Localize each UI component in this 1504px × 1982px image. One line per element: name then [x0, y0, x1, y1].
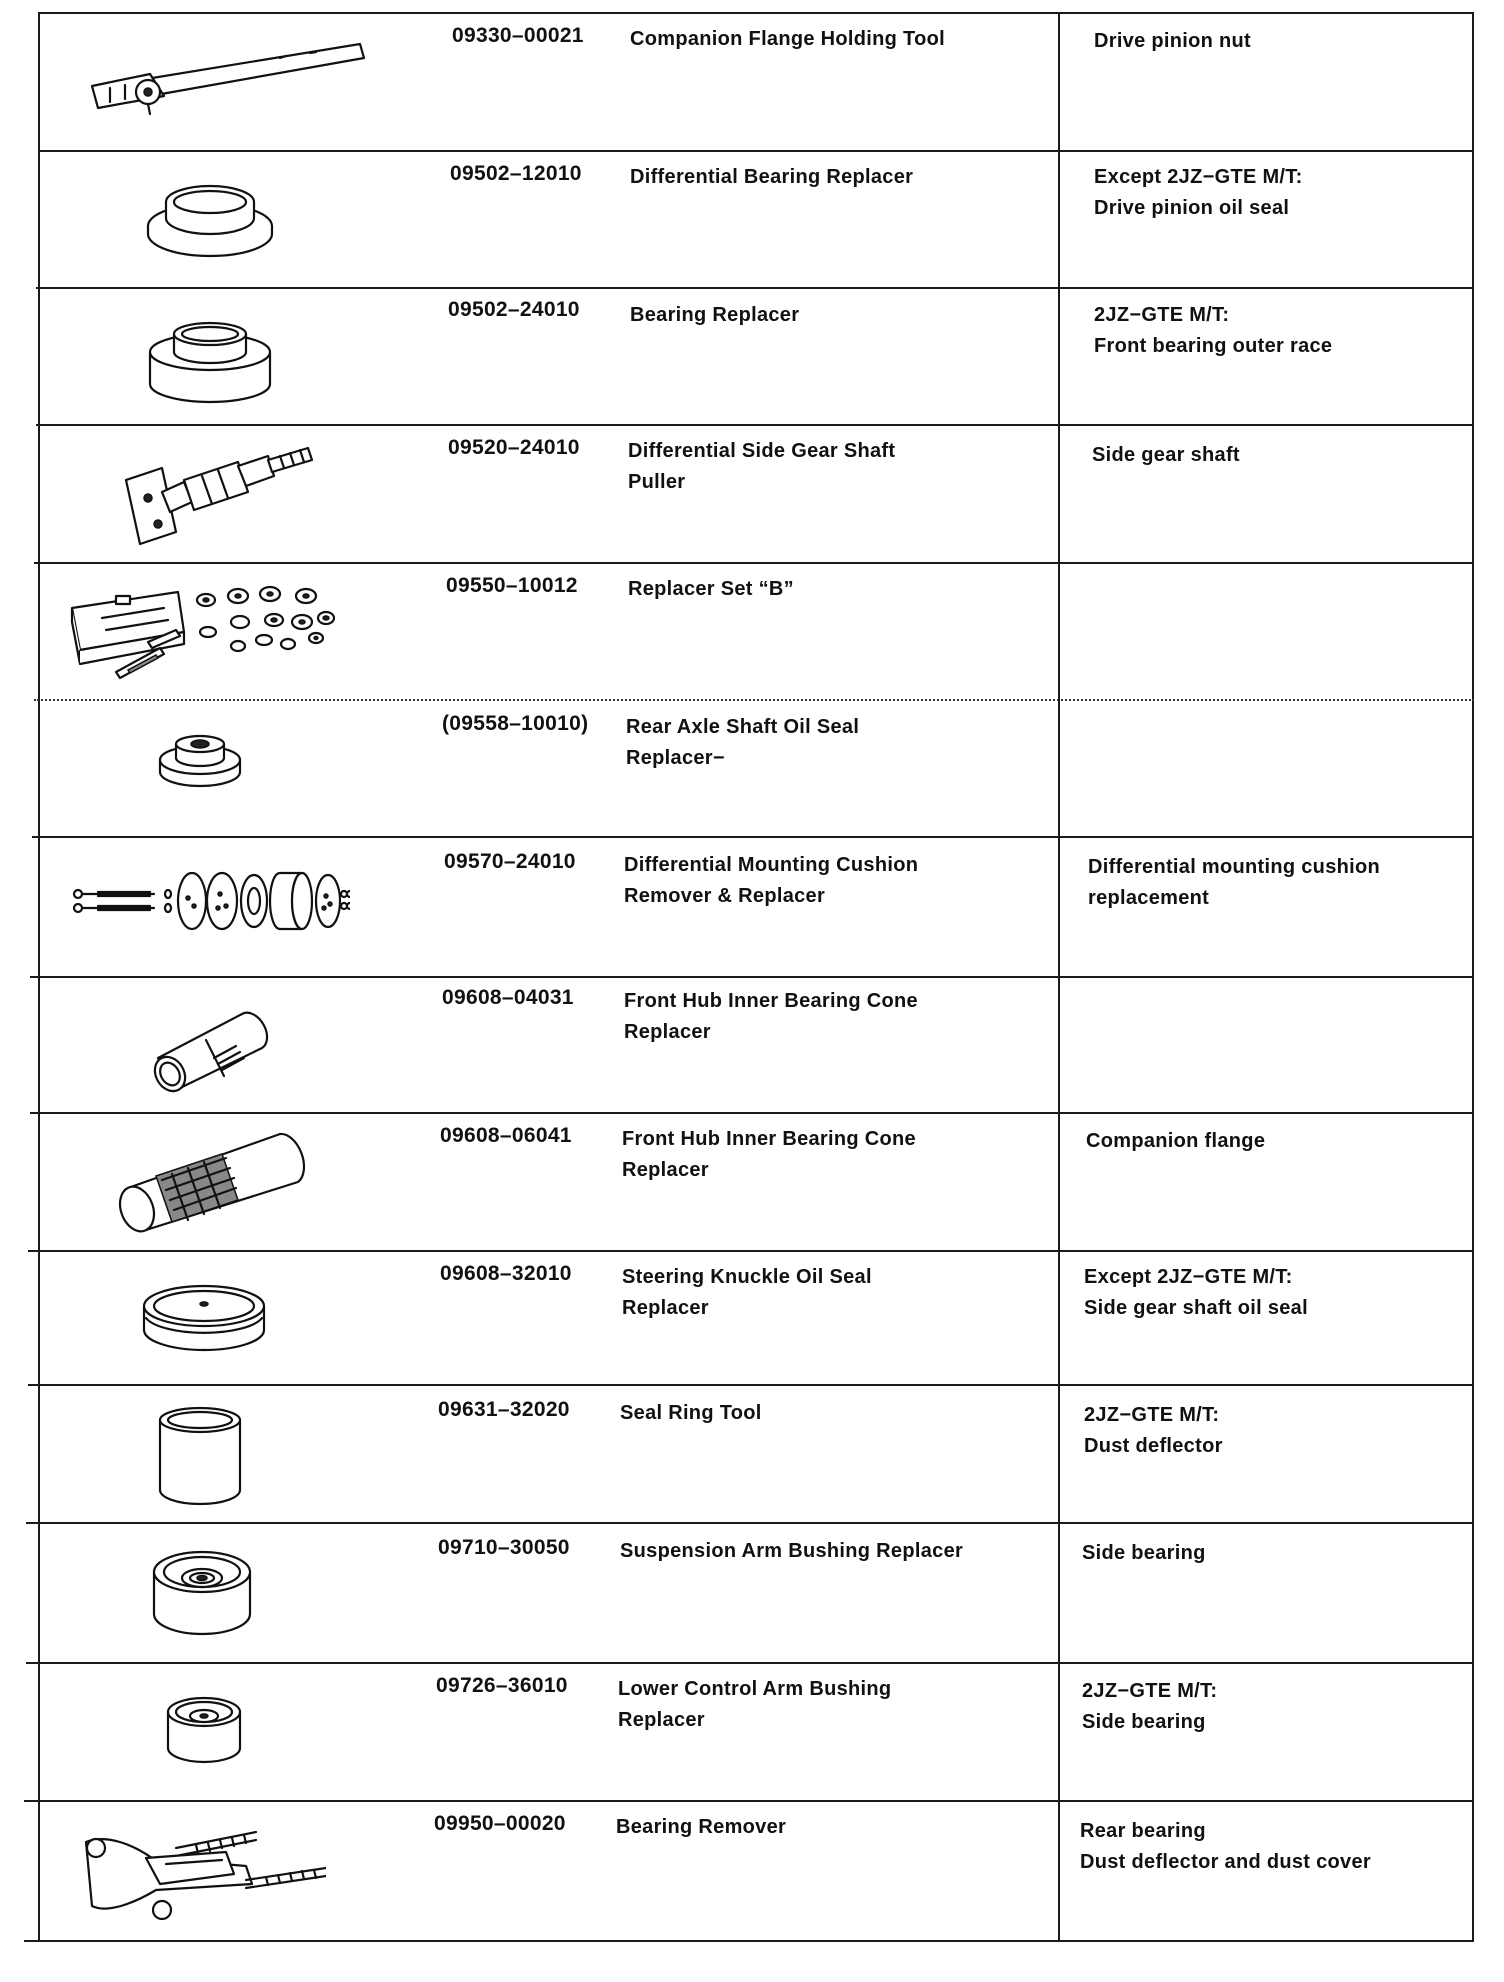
row-separator: [36, 287, 1474, 289]
tool-name-line: Companion Flange Holding Tool: [630, 28, 945, 50]
tool-use: [1094, 162, 1303, 224]
tool-name-line: Replacer: [622, 1159, 709, 1181]
tool-name: [626, 712, 859, 774]
tool-use-line: Drive pinion nut: [1094, 30, 1252, 52]
tool-name-line: Puller: [628, 471, 686, 493]
tool-use: [1088, 852, 1380, 914]
tool-use-line: 2JZ−GTE M/T:: [1082, 1680, 1218, 1702]
tool-use-line: Drive pinion oil seal: [1094, 197, 1290, 219]
tool-use-line: Side bearing: [1082, 1542, 1206, 1564]
row-separator: [24, 1800, 1474, 1802]
tool-name: [618, 1674, 891, 1736]
tool-name: [624, 850, 918, 912]
tool-name-line: Suspension Arm Bushing Replacer: [620, 1540, 964, 1562]
lower-control-arm-bushing-replacer-illustration: [164, 1686, 244, 1770]
row-separator: [26, 1522, 1474, 1524]
row-separator: [26, 1662, 1474, 1664]
tool-name: [622, 1124, 916, 1186]
tool-name-line: Replacer: [618, 1709, 705, 1731]
tool-name: [622, 1262, 872, 1324]
row-separator: [36, 424, 1474, 426]
part-number: 09631–32020: [438, 1398, 570, 1421]
tool-name: [630, 300, 799, 331]
tool-use-line: Companion flange: [1086, 1130, 1266, 1152]
bearing-remover-illustration: [76, 1818, 326, 1928]
bearing-replacer-illustration: [146, 308, 276, 408]
tool-use-line: Dust deflector: [1084, 1435, 1223, 1457]
part-number: 09330–00021: [452, 24, 584, 47]
tool-name: [630, 162, 913, 193]
companion-flange-holding-tool-illustration: [80, 36, 370, 116]
row-separator: [30, 1112, 1474, 1114]
part-number: 09608–04031: [442, 986, 574, 1009]
part-number: 09726–36010: [436, 1674, 568, 1697]
tool-use: [1082, 1538, 1206, 1569]
tool-name-line: Seal Ring Tool: [620, 1402, 762, 1424]
row-separator: [32, 836, 1474, 838]
steering-knuckle-oil-seal-replacer-illustration: [140, 1280, 270, 1360]
tool-name-line: Front Hub Inner Bearing Cone: [624, 990, 918, 1012]
front-hub-bearing-cone-replacer-large-illustration: [112, 1124, 312, 1234]
tool-use-line: Rear bearing: [1080, 1820, 1206, 1842]
rear-axle-shaft-oil-seal-replacer-illustration: [156, 730, 246, 794]
tool-name-line: Differential Mounting Cushion: [624, 854, 919, 876]
tool-name-line: Bearing Replacer: [630, 304, 800, 326]
part-number: 09502–12010: [450, 162, 582, 185]
row-separator: [28, 1250, 1474, 1252]
part-number: 09502–24010: [448, 298, 580, 321]
tool-name: [624, 986, 918, 1048]
tool-use-line: 2JZ−GTE M/T:: [1094, 304, 1230, 326]
tool-use-line: Dust deflector and dust cover: [1080, 1851, 1371, 1873]
row-separator: [34, 562, 1474, 564]
tool-use: [1094, 300, 1332, 362]
table-top-border: [38, 12, 1474, 14]
differential-bearing-replacer-illustration: [140, 172, 280, 258]
tool-name-line: Remover & Replacer: [624, 885, 826, 907]
tool-name: [630, 24, 945, 55]
part-number: 09608–32010: [440, 1262, 572, 1285]
tool-use-line: 2JZ−GTE M/T:: [1084, 1404, 1220, 1426]
tool-use: [1084, 1400, 1223, 1462]
replacer-set-b-illustration: [68, 578, 368, 688]
tool-use: [1092, 440, 1240, 471]
part-number: 09710–30050: [438, 1536, 570, 1559]
mounting-cushion-remover-replacer-illustration: [70, 864, 350, 934]
side-gear-shaft-puller-illustration: [118, 440, 318, 550]
part-number: 09550–10012: [446, 574, 578, 597]
tool-use: [1086, 1126, 1265, 1157]
row-separator: [38, 150, 1474, 152]
tool-use: [1080, 1816, 1371, 1878]
tool-name: [616, 1812, 786, 1843]
tool-use-line: Except 2JZ−GTE M/T:: [1084, 1266, 1293, 1288]
row-separator: [28, 1384, 1474, 1386]
tool-name-line: Rear Axle Shaft Oil Seal: [626, 716, 860, 738]
seal-ring-tool-illustration: [156, 1404, 246, 1510]
tool-use: [1094, 26, 1251, 57]
tool-use-line: Differential mounting cushion: [1088, 856, 1381, 878]
part-number: 09950–00020: [434, 1812, 566, 1835]
tool-use-line: Side bearing: [1082, 1711, 1206, 1733]
tool-name-line: Replacer−: [626, 747, 725, 769]
tool-use: [1082, 1676, 1217, 1738]
front-hub-bearing-cone-replacer-small-illustration: [146, 1004, 276, 1094]
row-separator: [30, 976, 1474, 978]
tool-name-line: Steering Knuckle Oil Seal: [622, 1266, 872, 1288]
tool-use-line: Front bearing outer race: [1094, 335, 1333, 357]
tool-use: [1084, 1262, 1308, 1324]
tool-name-line: Replacer: [624, 1021, 711, 1043]
tool-name-line: Bearing Remover: [616, 1816, 787, 1838]
tool-name-line: Front Hub Inner Bearing Cone: [622, 1128, 916, 1150]
tool-name-line: Replacer Set “B”: [628, 578, 794, 600]
suspension-arm-bushing-replacer-illustration: [150, 1538, 256, 1644]
tool-use-line: Side gear shaft: [1092, 444, 1240, 466]
part-number: 09520–24010: [448, 436, 580, 459]
tool-name: [620, 1536, 963, 1567]
tool-use-line: Side gear shaft oil seal: [1084, 1297, 1308, 1319]
part-number: 09608–06041: [440, 1124, 572, 1147]
tool-name-line: Differential Side Gear Shaft: [628, 440, 896, 462]
tool-use-line: replacement: [1088, 887, 1210, 909]
tool-name: [628, 574, 794, 605]
tool-name-line: Replacer: [622, 1297, 709, 1319]
tool-name: [628, 436, 895, 498]
part-number: (09558–10010): [442, 712, 589, 735]
tool-name-line: Differential Bearing Replacer: [630, 166, 914, 188]
row-separator-dotted: [34, 699, 1474, 701]
tool-use-line: Except 2JZ−GTE M/T:: [1094, 166, 1303, 188]
table-bottom-border: [24, 1940, 1474, 1942]
tool-name: [620, 1398, 762, 1429]
part-number: 09570–24010: [444, 850, 576, 873]
tool-name-line: Lower Control Arm Bushing: [618, 1678, 892, 1700]
